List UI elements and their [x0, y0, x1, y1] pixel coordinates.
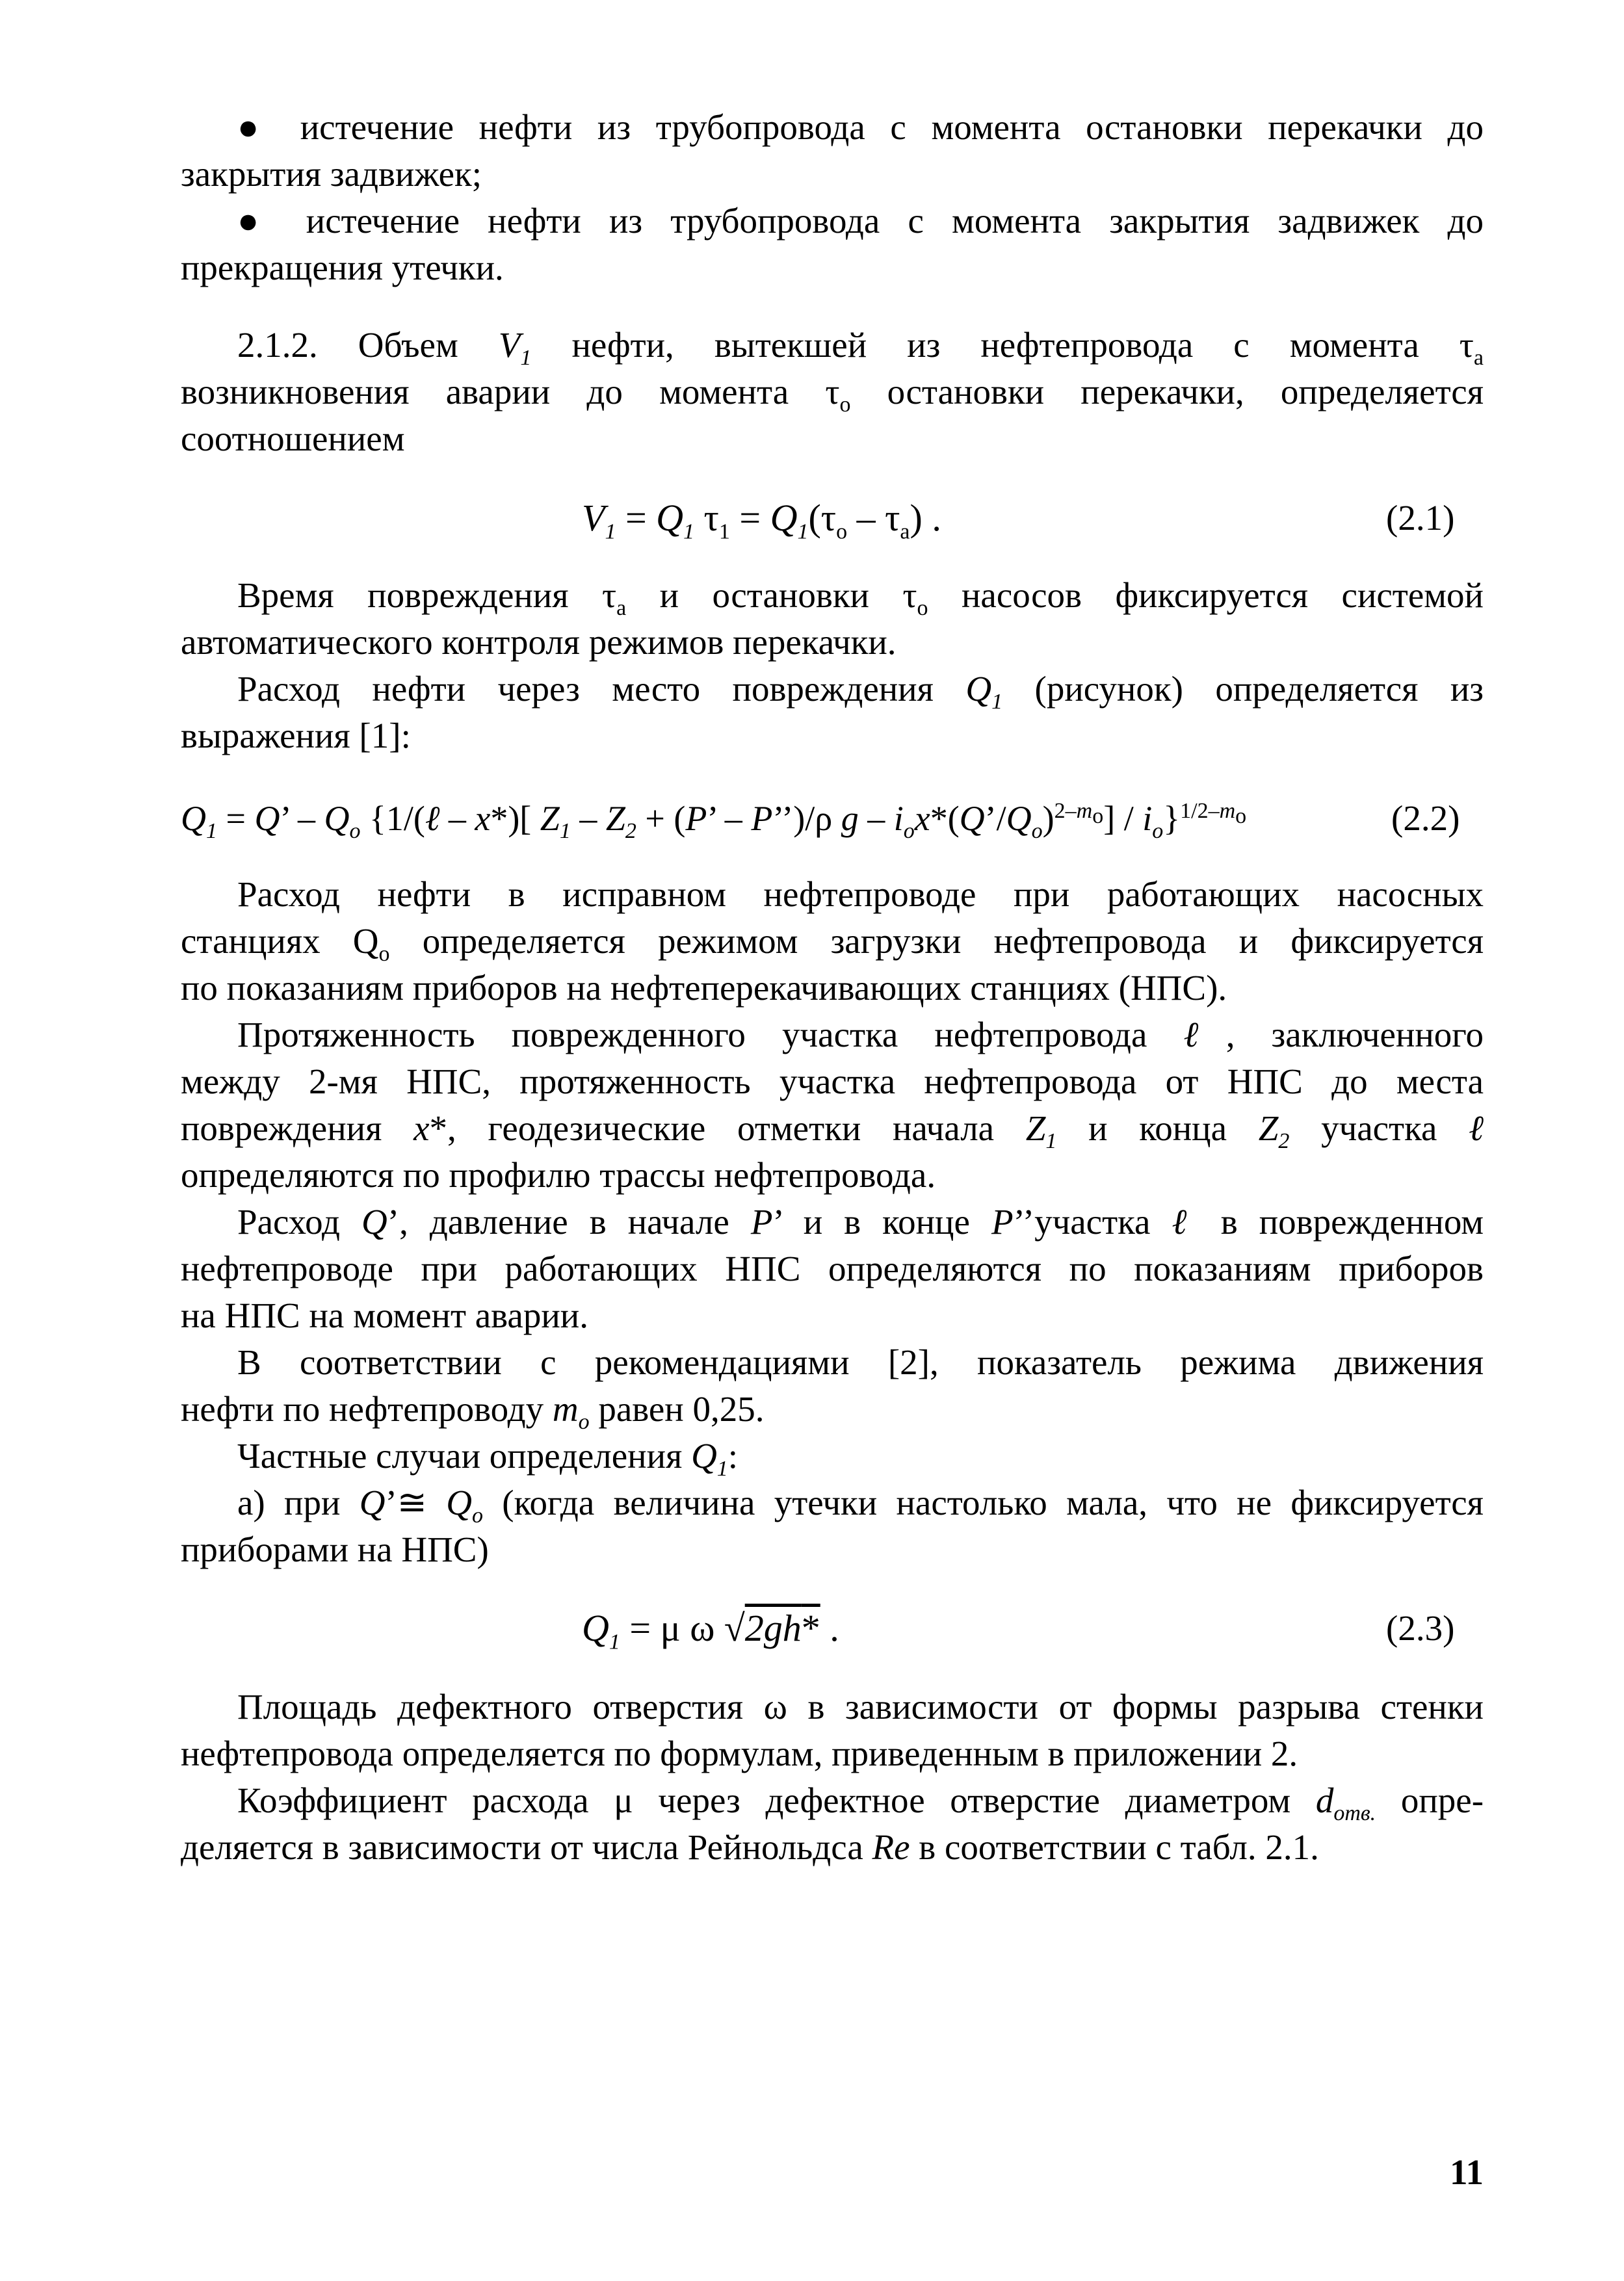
- time-paragraph-line-1: Время повреждения $\tau_а$ и остановки $\tau_о$ насосов фиксируется системой: [237, 575, 1484, 620]
- page-number: 11: [1450, 2152, 1484, 2192]
- flow-paragraph-line-1: Расход нефти через место повреждения $Q_1$ (рисунок) определяется из: [237, 669, 1484, 714]
- bullet-1-line-2: закрытия задвижек;: [181, 154, 482, 194]
- formula-2-3: $Q_1 = \mu$ ω √2gh* .: [582, 1607, 839, 1654]
- bullet-1-line-1: ● истечение нефти из трубопровода с момента остановки перекачки до: [237, 107, 1484, 147]
- formula-2-2: $Q_1 = Q$’ – $Q_o$ {1/(ℓ – x*)[ $Z_1 - Z_2 + (P$’ – P’’)/ρ g – $i_ox*(Q’/Q_o)^{2-m_o}] / i_o\}^{1/2-m_o}$: [181, 799, 1247, 843]
- equation-number-2-3: (2.3): [1386, 1608, 1455, 1648]
- length-paragraph-line-3: повреждения x*, геодезические отметки начала $Z_1$ и конца $Z_2$ участка ℓ: [181, 1108, 1484, 1153]
- equation-number-2-1: (2.1): [1386, 498, 1455, 538]
- recommendation-line-2: нефти по нефтепроводу $m_o$ равен 0,25.: [181, 1389, 765, 1434]
- equation-number-2-2: (2.2): [1391, 798, 1460, 838]
- length-paragraph-line-1: Протяженность поврежденного участка нефтепровода ℓ, заключенного: [237, 1015, 1484, 1054]
- coefficient-paragraph-line-1: Коэффициент расхода μ через дефектное отверстие диаметром $d_{отв.}$ опре-: [237, 1780, 1484, 1825]
- time-paragraph-line-2: автоматического контроля режимов перекачки.: [181, 622, 897, 662]
- q0-paragraph-line-1: Расход нефти в исправном нефтепроводе при работающих насосных: [237, 874, 1484, 914]
- flow-paragraph-line-2: выражения [1]:: [181, 716, 411, 755]
- special-case-a-line-1: а) при Q’≅ $Q_o$ (когда величина утечки настолько мала, что не фиксируется: [237, 1483, 1484, 1528]
- length-paragraph-line-2: между 2-мя НПС, протяженность участка нефтепровода от НПС до места: [181, 1062, 1484, 1101]
- area-paragraph-line-2: нефтепровода определяется по формулам, приведенным в приложении 2.: [181, 1734, 1298, 1773]
- bullet-2-line-1: ● истечение нефти из трубопровода с момента закрытия задвижек до: [237, 201, 1484, 241]
- q0-paragraph-line-3: по показаниям приборов на нефтеперекачивающих станциях (НПС).: [181, 968, 1227, 1008]
- pressure-paragraph-line-1: Расход Q’, давление в начале P’ и в конце P’’участка ℓ в поврежденном: [237, 1202, 1484, 1242]
- area-paragraph-line-1: Площадь дефектного отверстия ω в зависимости от формы разрыва стенки: [237, 1687, 1484, 1727]
- pressure-paragraph-line-2: нефтепроводе при работающих НПС определяются по показаниям приборов: [181, 1249, 1484, 1288]
- pressure-paragraph-line-3: на НПС на момент аварии.: [181, 1296, 588, 1335]
- bullet-2-line-2: прекращения утечки.: [181, 248, 504, 287]
- q0-paragraph-line-2: станциях $Q_о$ определяется режимом загрузки нефтепровода и фиксируется: [181, 921, 1484, 966]
- length-paragraph-line-4: определяются по профилю трассы нефтепровода.: [181, 1155, 936, 1195]
- special-cases-heading: Частные случаи определения $Q_1$:: [237, 1436, 739, 1481]
- coefficient-paragraph-line-2: деляется в зависимости от числа Рейнольдса Re в соответствии с табл. 2.1.: [181, 1827, 1319, 1867]
- formula-2-1: $V_1 = Q_1$ $\tau_1 = Q_1(\tau_о - \tau_а)$ .: [582, 497, 941, 544]
- section-2-1-2-line-2: возникновения аварии до момента $\tau_о$ остановки перекачки, определяется: [181, 372, 1484, 417]
- section-2-1-2-line-1: 2.1.2. Объем $V_1$ нефти, вытекшей из нефтепровода с момента $\tau_а$: [237, 325, 1484, 370]
- recommendation-line-1: В соответствии с рекомендациями [2], показатель режима движения: [237, 1342, 1484, 1382]
- section-2-1-2-line-3: соотношением: [181, 419, 405, 458]
- special-case-a-line-2: приборами на НПС): [181, 1530, 489, 1569]
